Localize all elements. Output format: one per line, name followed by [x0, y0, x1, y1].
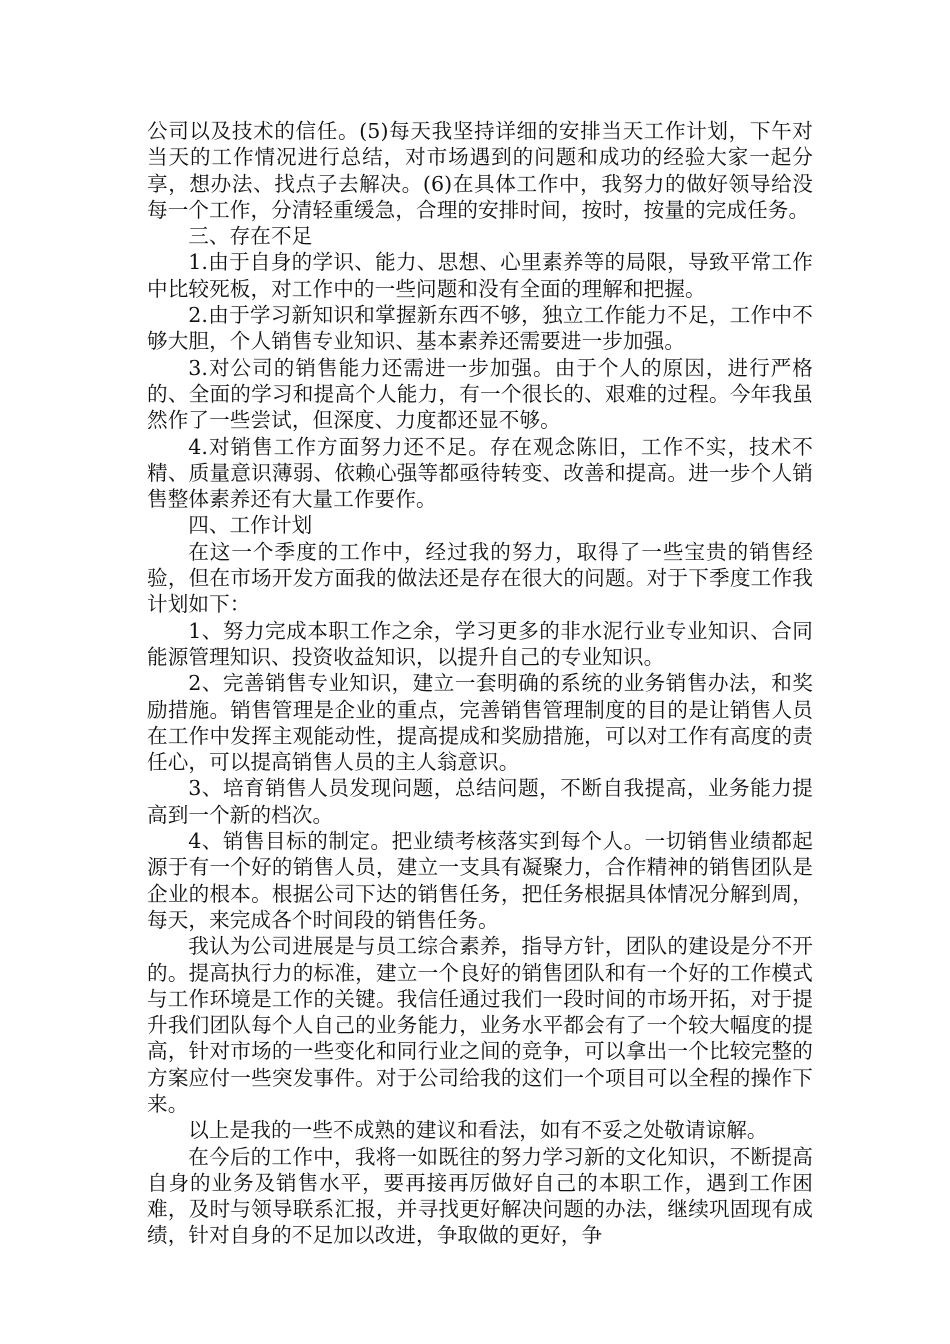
- list-item-shortcoming-2: 2.由于学习新知识和掌握新东西不够，独立工作能力不足，工作中不够大胆，个人销售专业知识、基本素养还需要进一步加强。: [147, 303, 813, 354]
- paragraph-suggestions: 以上是我的一些不成熟的建议和看法，如有不妥之处敬请谅解。: [188, 1118, 768, 1143]
- section-heading-work-plan: 四、工作计划: [188, 513, 313, 538]
- document-page: [147, 118, 813, 1249]
- section-heading-shortcomings: 三、存在不足: [188, 224, 313, 249]
- paragraph-continuation: 公司以及技术的信任。(5)每天我坚持详细的安排当天工作计划，下午对当天的工作情况进行总结，对市场遇到的问题和成功的经验大家一起分享，想办法、找点子去解决。(6)在具体工作中，我努力的做好领导给没每一个工作，分清轻重缓急，合理的安排时间，按时，按量的完成任务。: [147, 119, 813, 222]
- paragraph-team-building: 我认为公司进展是与员工综合素养，指导方针，团队的建设是分不开的。提高执行力的标准，建立一个良好的销售团队和有一个好的工作模式与工作环境是工作的关键。我信任通过我们一段时间的市场开拓，对于提升我们团队每个人自己的业务能力，业务水平都会有了一个较大幅度的提高，针对市场的一些变化和同行业之间的竞争，可以拿出一个比较完整的方案应付一些突发事件。对于公司给我的这们一个项目可以全程的操作下来。: [147, 934, 813, 1116]
- list-item-plan-4: 4、销售目标的制定。把业绩考核落实到每个人。一切销售业绩都起源于有一个好的销售人员，建立一支具有凝聚力，合作精神的销售团队是企业的根本。根据公司下达的销售任务，把任务根据具体情况分解到周，每天，来完成各个时间段的销售任务。: [147, 829, 813, 932]
- list-item-plan-1: 1、努力完成本职工作之余，学习更多的非水泥行业专业知识、合同能源管理知识、投资收益知识，以提升自己的专业知识。: [147, 618, 813, 669]
- list-item-plan-2: 2、完善销售专业知识，建立一套明确的系统的业务销售办法，和奖励措施。销售管理是企业的重点，完善销售管理制度的目的是让销售人员在工作中发挥主观能动性，提高提成和奖励措施，可以对工作有高度的责任心，可以提高销售人员的主人翁意识。: [147, 671, 813, 775]
- paragraph-future-work: 在今后的工作中，我将一如既往的努力学习新的文化知识，不断提高自身的业务及销售水平，要再接再厉做好自己的本职工作，遇到工作困难，及时与领导联系汇报，并寻找更好解决问题的办法，继续巩固现有成绩，针对自身的不足加以改进，争取做的更好，争: [147, 1144, 813, 1248]
- list-item-shortcoming-4: 4.对销售工作方面努力还不足。存在观念陈旧，工作不实，技术不精、质量意识薄弱、依赖心强等都亟待转变、改善和提高。进一步个人销售整体素养还有大量工作要作。: [147, 434, 813, 512]
- paragraph-plan-intro: 在这一个季度的工作中，经过我的努力，取得了一些宝贵的销售经验，但在市场开发方面我的做法还是存在很大的问题。对于下季度工作我计划如下：: [147, 539, 813, 617]
- list-item-shortcoming-1: 1.由于自身的学识、能力、思想、心里素养等的局限，导致平常工作中比较死板，对工作中的一些问题和没有全面的理解和把握。: [147, 250, 813, 301]
- list-item-plan-3: 3、培育销售人员发现问题，总结问题，不断自我提高，业务能力提高到一个新的档次。: [147, 776, 813, 827]
- list-item-shortcoming-3: 3.对公司的销售能力还需进一步加强。由于个人的原因，进行严格的、全面的学习和提高个人能力，有一个很长的、艰难的过程。今年我虽然作了一些尝试，但深度、力度都还显不够。: [147, 355, 813, 433]
